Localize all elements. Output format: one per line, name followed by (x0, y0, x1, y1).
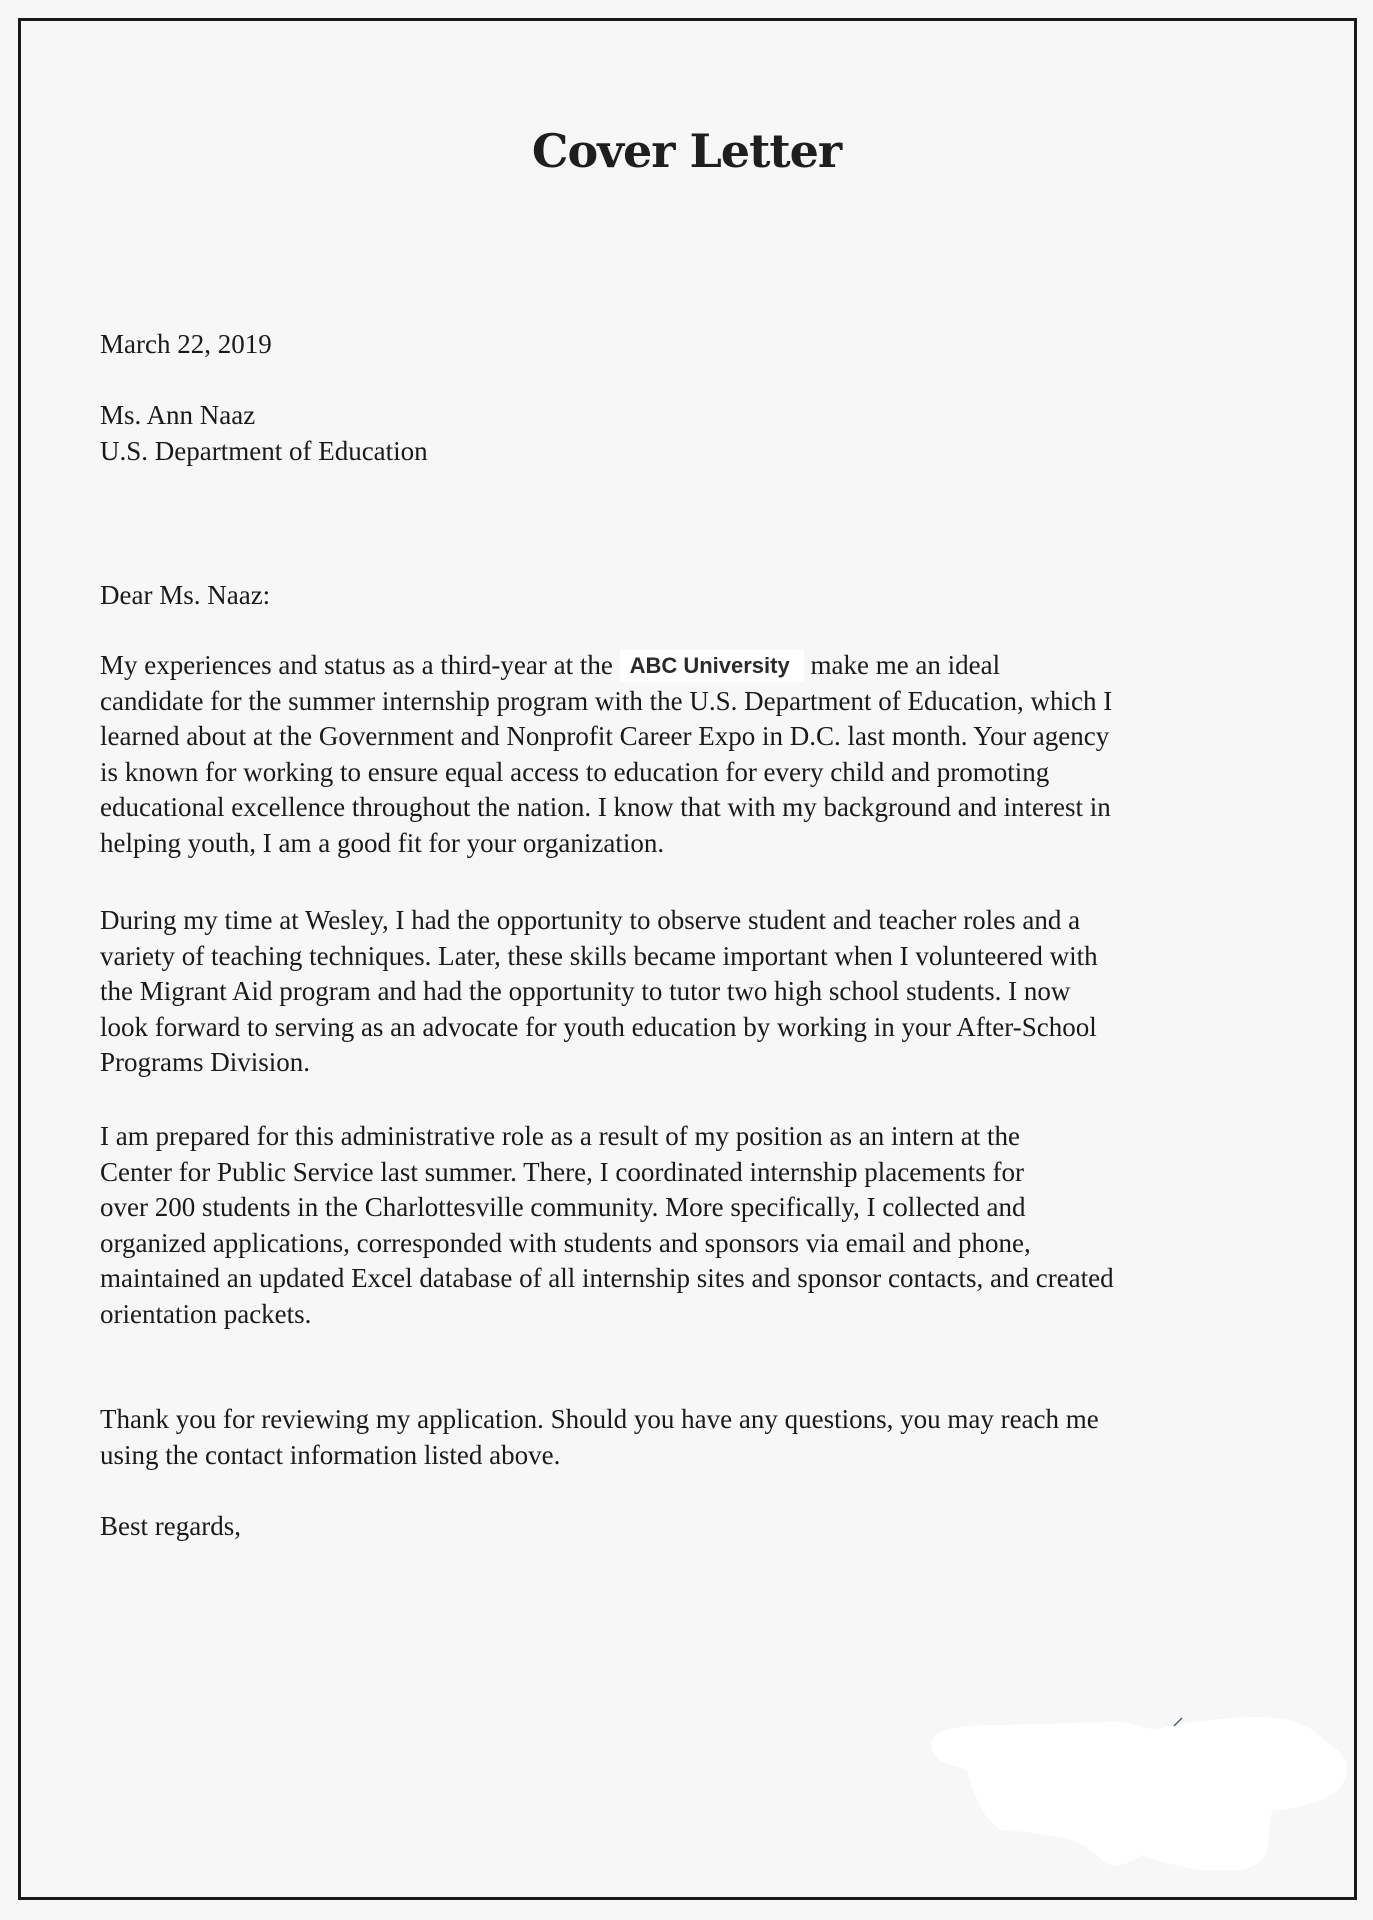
university-name-overlay: ABC University (620, 650, 804, 682)
recipient-block (100, 398, 428, 469)
recipient-organization: U.S. Department of Education (100, 435, 428, 466)
letter-date: March 22, 2019 (100, 329, 272, 359)
paragraph-line: learned about at the Government and Nonprofit Career Expo in D.C. last month. Your agency (100, 721, 1110, 751)
signature-redaction (912, 1670, 1352, 1870)
paragraph-line (100, 648, 1112, 684)
redaction-blob (931, 1717, 1347, 1870)
paragraph-experience (100, 903, 1098, 1081)
recipient-name: Ms. Ann Naaz (100, 400, 256, 430)
paragraph-line: the Migrant Aid program and had the opportunity to tutor two high school students. I now (100, 976, 1071, 1006)
paragraph-intro (100, 648, 1112, 861)
document-title: Cover Letter (531, 124, 842, 178)
closing: Best regards, (100, 1511, 241, 1541)
paragraph-line: maintained an updated Excel database of all internship sites and sponsor contacts, and created (100, 1263, 1114, 1293)
paragraph-line: variety of teaching techniques. Later, these skills became important when I volunteered with (100, 940, 1098, 971)
paragraph-line: I am prepared for this administrative role as a result of my position as an intern at the (100, 1121, 1020, 1151)
paragraph-line: Thank you for reviewing my application. Should you have any questions, you may reach me (100, 1404, 1099, 1434)
paragraph-line: organized applications, corresponded with students and sponsors via email and phone, (100, 1227, 1031, 1258)
paragraph-thanks (100, 1402, 1099, 1473)
paragraph-line: look forward to serving as an advocate for youth education by working in your After-School (100, 1011, 1097, 1042)
paragraph-line: candidate for the summer internship program with the U.S. Department of Education, which I (100, 685, 1113, 716)
salutation: Dear Ms. Naaz: (100, 580, 271, 610)
paragraph-qualifications (100, 1119, 1114, 1332)
paragraph-text: My experiences and status as a third-year at the (100, 650, 613, 680)
paragraph-line: educational excellence throughout the nation. I know that with my background and interest in (100, 792, 1111, 822)
paragraph-line: Center for Public Service last summer. There, I coordinated internship placements for (100, 1156, 1024, 1187)
paragraph-line: is known for working to ensure equal access to education for every child and promoting (100, 756, 1050, 787)
paragraph-line: using the contact information listed above. (100, 1439, 561, 1470)
paragraph-line: Programs Division. (100, 1047, 311, 1077)
paragraph-text: make me an ideal (810, 650, 1001, 680)
paragraph-line: During my time at Wesley, I had the opportunity to observe student and teacher roles and a (100, 905, 1081, 935)
paragraph-line: orientation packets. (100, 1298, 312, 1329)
paragraph-line: over 200 students in the Charlottesville community. More specifically, I collected and (100, 1192, 1026, 1222)
paragraph-line: helping youth, I am a good fit for your organization. (100, 827, 665, 858)
